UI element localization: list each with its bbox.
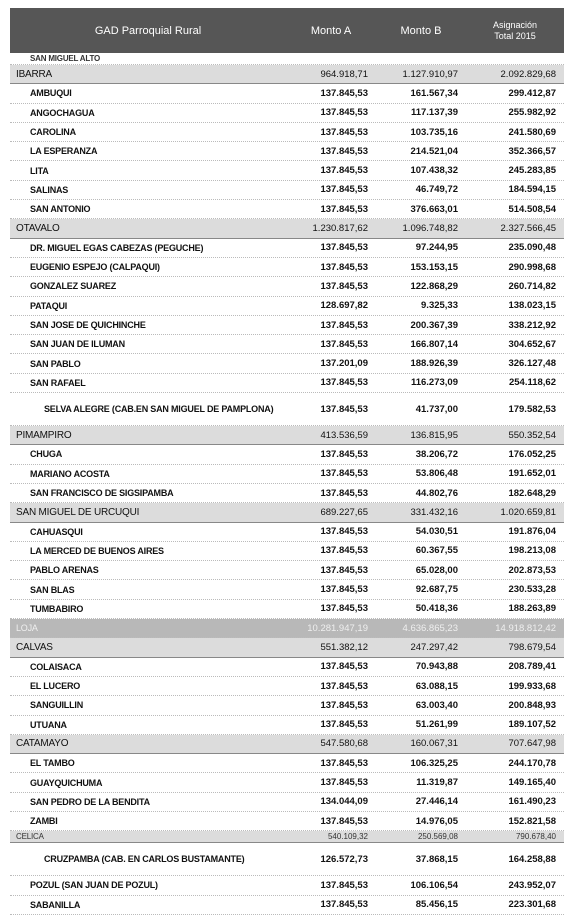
- table-row: [10, 142, 564, 161]
- parish-name: PIMAMPIRO: [16, 429, 72, 441]
- monto-a-cell: 137.845,53: [320, 107, 368, 119]
- table-row: [10, 374, 564, 393]
- parish-name: SAN JUAN DE ILUMAN: [30, 339, 125, 350]
- parish-name: SAN RAFAEL: [30, 377, 86, 388]
- canton-row: [10, 638, 564, 657]
- parish-name: SAN PEDRO DE LA BENDITA: [30, 796, 150, 807]
- parish-name: PABLO ARENAS: [30, 565, 99, 576]
- total-cell: 326.127,48: [508, 358, 556, 370]
- total-cell: 198.213,08: [508, 545, 556, 557]
- total-cell: 244.170,78: [508, 757, 556, 769]
- canton-row: [10, 65, 564, 84]
- monto-b-cell: 85.456,15: [415, 899, 458, 911]
- total-cell: 161.490,23: [508, 796, 556, 808]
- monto-a-cell: 137.845,53: [320, 468, 368, 480]
- total-cell: 260.714,82: [508, 280, 556, 292]
- parish-name: SANGUILLIN: [30, 700, 83, 711]
- canton-row: [10, 426, 564, 445]
- monto-b-cell: 97.244,95: [415, 242, 458, 254]
- monto-b-cell: 117.137,39: [410, 107, 458, 119]
- monto-b-cell: 200.367,39: [410, 319, 458, 331]
- total-cell: 352.366,57: [508, 145, 556, 157]
- monto-a-cell: 137.845,53: [320, 526, 368, 538]
- monto-b-cell: 106.106,54: [410, 879, 458, 891]
- table-row: [10, 316, 564, 335]
- monto-a-cell: 137.845,53: [320, 584, 368, 596]
- parish-name: DR. MIGUEL EGAS CABEZAS (PEGUCHE): [30, 242, 204, 253]
- monto-b-cell: 14.976,05: [415, 815, 458, 827]
- table-row: [10, 896, 564, 915]
- table-row: [10, 335, 564, 354]
- monto-b-cell: 63.003,40: [415, 699, 458, 711]
- parish-name: CELICA: [16, 832, 44, 842]
- monto-b-cell: 136.815,95: [410, 429, 458, 441]
- monto-a-cell: 137.845,53: [320, 261, 368, 273]
- parish-name: SELVA ALEGRE (CAB.EN SAN MIGUEL DE PAMPLONA): [44, 403, 274, 414]
- total-cell: 254.118,62: [508, 377, 556, 389]
- total-cell: 179.582,53: [508, 403, 556, 415]
- parish-name: EL LUCERO: [30, 681, 81, 692]
- monto-b-cell: 107.438,32: [410, 165, 458, 177]
- table-row: [10, 542, 564, 561]
- canton-row: [10, 503, 564, 522]
- parish-name: UTUANA: [30, 719, 67, 730]
- monto-b-cell: 60.367,55: [415, 545, 458, 557]
- parish-name: COLAISACA: [30, 661, 82, 672]
- total-cell: 223.301,68: [508, 899, 556, 911]
- total-cell: 200.848,93: [508, 699, 556, 711]
- monto-b-cell: 54.030,51: [415, 526, 458, 538]
- parish-name: IBARRA: [16, 68, 53, 80]
- total-cell: 304.652,67: [508, 338, 556, 350]
- monto-b-cell: 46.749,72: [415, 184, 458, 196]
- monto-a-cell: 413.536,59: [320, 429, 368, 441]
- parish-name: ANGOCHAGUA: [30, 107, 95, 118]
- total-cell: 164.258,88: [508, 853, 556, 865]
- table-row: [10, 84, 564, 103]
- table-row: [10, 200, 564, 219]
- table-row: [10, 484, 564, 503]
- total-cell: 2.327.566,45: [500, 223, 556, 235]
- monto-b-cell: 65.028,00: [415, 564, 458, 576]
- canton-row: [10, 735, 564, 754]
- total-cell: 790.678,40: [515, 832, 556, 842]
- table-row: [10, 658, 564, 677]
- table-row: [10, 561, 564, 580]
- monto-b-cell: 37.868,15: [415, 853, 458, 865]
- monto-b-cell: 160.067,31: [410, 738, 458, 750]
- parish-name: SAN BLAS: [30, 584, 75, 595]
- table-row: [10, 600, 564, 619]
- total-cell: 14.918.812,42: [495, 622, 556, 634]
- monto-a-cell: 137.845,53: [320, 87, 368, 99]
- table-row: [10, 239, 564, 258]
- monto-b-cell: 63.088,15: [415, 680, 458, 692]
- total-cell: 152.821,58: [508, 815, 556, 827]
- monto-a-cell: 137.845,53: [320, 377, 368, 389]
- monto-b-cell: 4.636.865,23: [402, 622, 458, 634]
- parish-name: SAN FRANCISCO DE SIGSIPAMBA: [30, 488, 174, 499]
- monto-a-cell: 137.845,53: [320, 487, 368, 499]
- monto-b-cell: 44.802,76: [415, 487, 458, 499]
- monto-a-cell: 137.845,53: [320, 242, 368, 254]
- table-row: [10, 465, 564, 484]
- monto-b-cell: 11.319,87: [416, 777, 458, 789]
- header-monto-a: Monto A: [310, 24, 352, 37]
- total-cell: 241.580,69: [508, 126, 556, 138]
- monto-a-cell: 137.845,53: [320, 145, 368, 157]
- monto-b-cell: 50.418,36: [415, 603, 458, 615]
- parish-name: CRUZPAMBA (CAB. EN CARLOS BUSTAMANTE): [44, 853, 245, 864]
- table-row: [10, 696, 564, 715]
- monto-a-cell: 137.845,53: [320, 815, 368, 827]
- total-cell: 191.652,01: [508, 468, 556, 480]
- monto-b-cell: 188.926,39: [410, 358, 458, 370]
- table-row: [10, 161, 564, 180]
- table-row: [10, 812, 564, 831]
- monto-b-cell: 1.096.748,82: [402, 223, 458, 235]
- total-cell: 299.412,87: [508, 87, 556, 99]
- table-row: [10, 876, 564, 895]
- table-row: [10, 445, 564, 464]
- parish-name: SABANILLA: [30, 899, 81, 910]
- header-gad: GAD Parroquial Rural: [94, 24, 202, 37]
- monto-a-cell: 137.845,53: [320, 680, 368, 692]
- parish-name: MARIANO ACOSTA: [30, 468, 110, 479]
- monto-b-cell: 92.687,75: [415, 584, 458, 596]
- table-row: [10, 716, 564, 735]
- total-cell: 138.023,15: [508, 300, 556, 312]
- parish-name: LA MERCED DE BUENOS AIRES: [30, 545, 164, 556]
- monto-b-cell: 247.297,42: [410, 641, 458, 653]
- parish-name: ZAMBI: [30, 816, 58, 827]
- monto-a-cell: 137.845,53: [320, 126, 368, 138]
- parish-name: CATAMAYO: [16, 738, 69, 750]
- total-cell: 255.982,92: [508, 107, 556, 119]
- monto-b-cell: 250.569,08: [417, 832, 458, 842]
- monto-a-cell: 126.572,73: [320, 853, 368, 865]
- total-cell: 149.165,40: [508, 777, 556, 789]
- monto-b-cell: 51.261,99: [415, 719, 458, 731]
- table-row: [10, 181, 564, 200]
- table-row: [10, 580, 564, 599]
- total-cell: 550.352,54: [508, 429, 556, 441]
- monto-a-cell: 137.845,53: [320, 879, 368, 891]
- total-cell: 184.594,15: [508, 184, 556, 196]
- monto-a-cell: 137.845,53: [320, 899, 368, 911]
- total-cell: 2.092.829,68: [500, 68, 556, 80]
- monto-a-cell: 137.845,53: [320, 777, 368, 789]
- parish-name: CHUGA: [30, 449, 62, 460]
- parish-name: SAN MIGUEL ALTO: [30, 54, 101, 63]
- monto-b-cell: 38.206,72: [415, 448, 458, 460]
- monto-a-cell: 137.845,53: [320, 280, 368, 292]
- total-cell: 243.952,07: [508, 879, 556, 891]
- table-row: [10, 773, 564, 792]
- table-row: [10, 277, 564, 296]
- monto-a-cell: 137.845,53: [320, 661, 368, 673]
- total-cell: 235.090,48: [508, 242, 556, 254]
- monto-a-cell: 128.697,82: [320, 300, 368, 312]
- parish-name: LITA: [30, 165, 49, 176]
- total-cell: 230.533,28: [508, 584, 556, 596]
- total-cell: 199.933,68: [508, 680, 556, 692]
- total-cell: 188.263,89: [508, 603, 556, 615]
- monto-b-cell: 9.325,33: [421, 300, 458, 312]
- monto-a-cell: 137.845,53: [320, 338, 368, 350]
- monto-b-cell: 27.446,14: [415, 796, 458, 808]
- parish-name: CAROLINA: [30, 127, 76, 138]
- monto-a-cell: 137.845,53: [320, 184, 368, 196]
- parish-name: CALVAS: [16, 641, 53, 653]
- monto-a-cell: 137.845,53: [320, 403, 368, 415]
- table-row: [10, 793, 564, 812]
- total-cell: 176.052,25: [508, 448, 556, 460]
- monto-a-cell: 137.845,53: [320, 448, 368, 460]
- monto-b-cell: 106.325,25: [410, 757, 458, 769]
- table-row: [10, 754, 564, 773]
- total-cell: 245.283,85: [508, 165, 556, 177]
- monto-a-cell: 137.845,53: [320, 603, 368, 615]
- total-cell: 182.648,29: [508, 487, 556, 499]
- monto-b-cell: 153.153,15: [410, 261, 458, 273]
- province-row: [10, 619, 564, 638]
- total-cell: 290.998,68: [508, 261, 556, 273]
- parish-name: SAN PABLO: [30, 358, 81, 369]
- parish-name: AMBUQUI: [30, 88, 72, 99]
- table-row: [10, 297, 564, 316]
- monto-b-cell: 161.567,34: [410, 87, 458, 99]
- total-cell: 1.020.659,81: [500, 506, 556, 518]
- parish-name: SAN MIGUEL DE URCUQUI: [16, 506, 140, 518]
- monto-a-cell: 137.845,53: [320, 545, 368, 557]
- parish-name: CAHUASQUI: [30, 526, 83, 537]
- monto-a-cell: 137.845,53: [320, 165, 368, 177]
- monto-a-cell: 137.845,53: [320, 564, 368, 576]
- total-cell: 514.508,54: [508, 203, 556, 215]
- monto-a-cell: 540.109,32: [327, 832, 368, 842]
- monto-b-cell: 166.807,14: [410, 338, 458, 350]
- parish-name: SAN JOSE DE QUICHINCHE: [30, 320, 146, 330]
- table-row: [10, 258, 564, 277]
- monto-a-cell: 137.845,53: [320, 699, 368, 711]
- table-row: [10, 843, 564, 876]
- parish-name: OTAVALO: [16, 223, 60, 235]
- monto-b-cell: 1.127.910,97: [402, 68, 458, 80]
- table-row: [10, 354, 564, 373]
- total-cell: 191.876,04: [508, 526, 556, 538]
- monto-a-cell: 689.227,65: [320, 506, 368, 518]
- parish-name: SALINAS: [30, 184, 69, 195]
- canton-row: [10, 831, 564, 843]
- parish-name: SAN ANTONIO: [30, 204, 91, 215]
- monto-b-cell: 122.868,29: [410, 280, 458, 292]
- header-monto-b: Monto B: [400, 24, 442, 37]
- monto-a-cell: 964.918,71: [320, 68, 368, 80]
- monto-a-cell: 137.845,53: [320, 757, 368, 769]
- monto-a-cell: 137.201,09: [320, 358, 368, 370]
- total-cell: 707.647,98: [508, 738, 556, 750]
- monto-b-cell: 53.806,48: [415, 468, 458, 480]
- table-row: [10, 677, 564, 696]
- monto-b-cell: 103.735,16: [410, 126, 458, 138]
- monto-a-cell: 547.580,68: [320, 738, 368, 750]
- monto-a-cell: 137.845,53: [320, 203, 368, 215]
- parish-name: GUAYQUICHUMA: [30, 777, 103, 788]
- total-cell: 208.789,41: [508, 661, 556, 673]
- total-cell: 189.107,52: [508, 719, 556, 731]
- total-cell: 338.212,92: [508, 319, 556, 331]
- monto-b-cell: 70.943,88: [415, 661, 458, 673]
- budget-table: [10, 8, 564, 915]
- table-row: [10, 123, 564, 142]
- monto-a-cell: 551.382,12: [320, 641, 368, 653]
- table-body: [10, 53, 564, 915]
- canton-row: [10, 219, 564, 238]
- monto-b-cell: 376.663,01: [410, 203, 458, 215]
- monto-b-cell: 116.273,09: [410, 377, 458, 389]
- monto-b-cell: 214.521,04: [410, 145, 458, 157]
- monto-a-cell: 10.281.947,19: [307, 622, 368, 634]
- monto-a-cell: 137.845,53: [320, 319, 368, 331]
- total-cell: 798.679,54: [508, 641, 556, 653]
- table-row: [10, 523, 564, 542]
- parish-name: LOJA: [16, 623, 38, 634]
- monto-b-cell: 331.432,16: [410, 506, 458, 518]
- monto-a-cell: 1.230.817,62: [312, 223, 368, 235]
- table-row: [10, 393, 564, 426]
- table-row: [10, 104, 564, 123]
- total-cell: 202.873,53: [508, 564, 556, 576]
- parish-name: PATAQUI: [30, 300, 68, 311]
- table-header: [10, 8, 564, 53]
- table-row: [10, 53, 564, 65]
- monto-a-cell: 134.044,09: [320, 796, 368, 808]
- parish-name: TUMBABIRO: [30, 603, 84, 614]
- parish-name: POZUL (SAN JUAN DE POZUL): [30, 880, 158, 891]
- monto-b-cell: 41.737,00: [415, 403, 458, 415]
- parish-name: EUGENIO ESPEJO (CALPAQUI): [30, 262, 160, 273]
- parish-name: EL TAMBO: [30, 758, 75, 769]
- monto-a-cell: 137.845,53: [320, 719, 368, 731]
- parish-name: GONZALEZ SUAREZ: [30, 281, 116, 292]
- header-asignacion: Asignación Total 2015: [492, 19, 538, 41]
- parish-name: LA ESPERANZA: [30, 146, 98, 157]
